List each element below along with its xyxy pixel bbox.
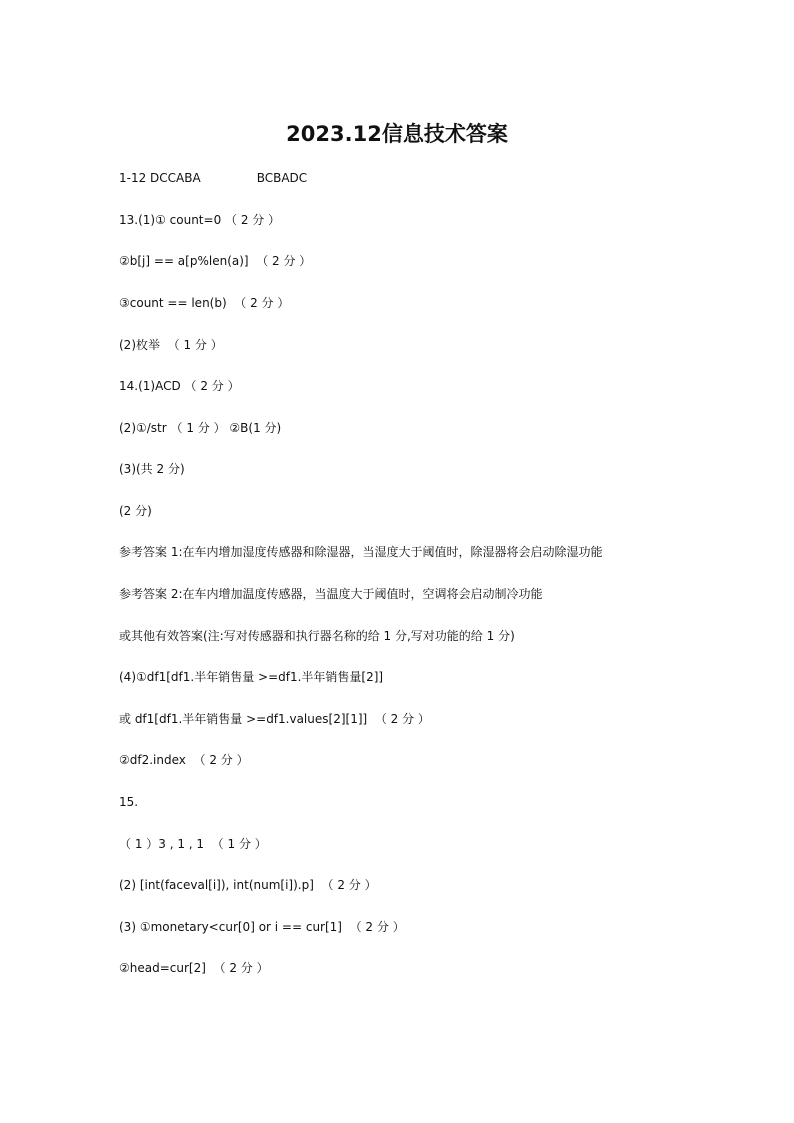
other-valid-answer: 或其他有效答案(注:写对传感器和执行器名称的给 1 分,写对功能的给 1 分) bbox=[119, 629, 515, 643]
answer-line-13-1-3: ③count == len(b) （ 2 分 ） bbox=[119, 296, 290, 310]
question-15-label: 15. bbox=[119, 795, 139, 809]
answer-line-13-1-2: ②b[j] == a[p%len(a)] （ 2 分 ） bbox=[119, 254, 312, 268]
answer-line-14-4-1: (4)①df1[df1.半年销售量 >=df1.半年销售量[2]] bbox=[119, 670, 384, 684]
document-title: 2023.12信息技术答案 bbox=[286, 122, 508, 146]
answer-line-15-3-1: (3) ①monetary<cur[0] or i == cur[1] （ 2 分 ） bbox=[119, 920, 405, 934]
answer-line-13-1-1: 13.(1)① count=0 （ 2 分 ） bbox=[119, 213, 281, 227]
answers-part-b: BCBADC bbox=[256, 171, 308, 185]
answer-line-14-3: (3)(共 2 分) bbox=[119, 462, 185, 476]
answer-line-14-1: 14.(1)ACD （ 2 分 ） bbox=[119, 379, 240, 393]
answer-line-1-12 bbox=[119, 170, 307, 186]
answer-line-14-4-1-alt: 或 df1[df1.半年销售量 >=df1.values[2][1]] （ 2 分 ） bbox=[119, 712, 430, 726]
answer-line-15-2: (2) [int(faceval[i]), int(num[i]).p] （ 2 分 ） bbox=[119, 878, 377, 892]
reference-answer-1: 参考答案 1:在车内增加湿度传感器和除湿器，当湿度大于阈值时，除湿器将会启动除湿功能 bbox=[119, 545, 603, 559]
answer-line-13-2: (2)枚举 （ 1 分 ） bbox=[119, 338, 223, 352]
reference-answer-2: 参考答案 2:在车内增加温度传感器，当温度大于阈值时，空调将会启动制冷功能 bbox=[119, 587, 543, 601]
answer-line-14-3-score: (2 分) bbox=[119, 504, 152, 518]
answer-line-14-4-2: ②df2.index （ 2 分 ） bbox=[119, 753, 249, 767]
answer-line-14-2: (2)①/str （ 1 分 ） ②B(1 分) bbox=[119, 421, 282, 435]
answer-line-15-1: （ 1 ）3 , 1 , 1 （ 1 分 ） bbox=[119, 837, 267, 851]
answer-line-15-3-2: ②head=cur[2] （ 2 分 ） bbox=[119, 961, 269, 975]
answers-part-a: 1-12 DCCABA bbox=[119, 171, 201, 185]
